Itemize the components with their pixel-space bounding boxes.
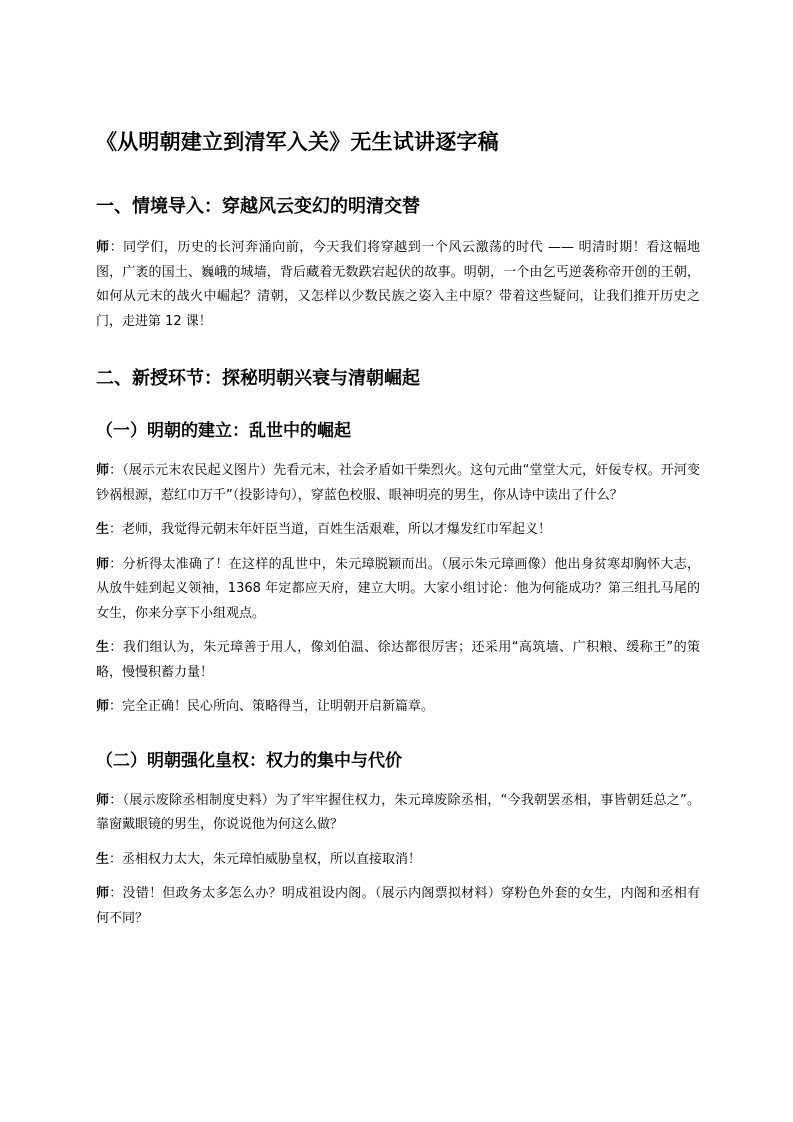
speaker-label: 师: [96, 463, 110, 478]
subsection-heading-imperial-power: （二）明朝强化皇权：权力的集中与代价: [96, 750, 402, 771]
speaker-label: 生: [96, 851, 110, 867]
speaker-label: 师: [96, 699, 110, 714]
dialogue-paragraph: [96, 848, 700, 873]
dialogue-paragraph: [96, 459, 700, 508]
dialogue-text: ：没错！但政务太多怎么办？明成祖设内阁。（展示内阁票拟材料）穿粉色外套的女生，内阁和丞相有何不同？: [96, 886, 700, 926]
speaker-label: 师: [96, 240, 110, 255]
dialogue-paragraph: [96, 789, 700, 838]
dialogue-text: ：丞相权力太大，朱元璋怕威胁皇权，所以直接取消！: [109, 851, 422, 867]
speaker-label: 生: [96, 640, 110, 655]
document-page: [96, 124, 700, 941]
dialogue-paragraph: [96, 636, 700, 685]
dialogue-text: ：完全正确！民心所向、策略得当，让明朝开启新篇章。: [109, 699, 435, 714]
dialogue-paragraph: [96, 236, 700, 334]
document-title: 《从明朝建立到清军入关》无生试讲逐字稿: [96, 130, 499, 154]
dialogue-text: ：分析得太准确了！在这样的乱世中，朱元璋脱颖而出。（展示朱元璋画像）他出身贫寒却胸怀大志，从放牛娃到起义领袖，1368 年定都应天府，建立大明。大家小组讨论：他为何能成功？第三组扎马尾的女生，你来分享下小组观点。: [96, 556, 700, 621]
dialogue-text: ：同学们，历史的长河奔涌向前，今天我们将穿越到一个风云激荡的时代 —— 明清时期！看这幅地图，广袤的国土、巍峨的城墙，背后藏着无数跌宕起伏的故事。明朝，一个由乞丐逆袭称帝开创的王朝，如何从元末的战火中崛起？清朝，又怎样以少数民族之姿入主中原？带着这些疑问，让我们推开历史之门，走进第 12 课！: [96, 240, 700, 329]
dialogue-paragraph: [96, 553, 700, 627]
section-heading-intro: 一、情境导入：穿越风云变幻的明清交替: [96, 196, 420, 217]
speaker-label: 师: [96, 886, 110, 901]
subsection-heading-ming-founding: （一）明朝的建立：乱世中的崛起: [96, 421, 351, 441]
speaker-label: 生: [96, 522, 110, 537]
dialogue-text: ：我们组认为，朱元璋善于用人，像刘伯温、徐达都很厉害；还采用“高筑墙、广积粮、缓称王”的策略，慢慢积蓄力量！: [96, 640, 700, 680]
speaker-label: 师: [96, 792, 110, 808]
dialogue-paragraph: [96, 518, 700, 543]
speaker-label: 师: [96, 556, 110, 572]
section-heading-new-lesson: 二、新授环节：探秘明朝兴衰与清朝崛起: [96, 368, 420, 389]
dialogue-text: ：（展示废除丞相制度史料）为了牢牢握住权力，朱元璋废除丞相，“今我朝罢丞相，事皆朝廷总之”。靠窗戴眼镜的男生，你说说他为何这么做？: [96, 792, 700, 832]
dialogue-paragraph: [96, 882, 700, 931]
dialogue-text: ：老师，我觉得元朝末年奸臣当道，百姓生活艰难，所以才爆发红巾军起义！: [109, 522, 552, 537]
dialogue-paragraph: [96, 695, 700, 720]
dialogue-text: ：（展示元末农民起义图片）先看元末，社会矛盾如干柴烈火。这句元曲“堂堂大元，奸佞专权。开河变钞祸根源，惹红巾万千”（投影诗句），穿蓝色校服、眼神明亮的男生，你从诗中读出了什么？: [96, 463, 700, 503]
